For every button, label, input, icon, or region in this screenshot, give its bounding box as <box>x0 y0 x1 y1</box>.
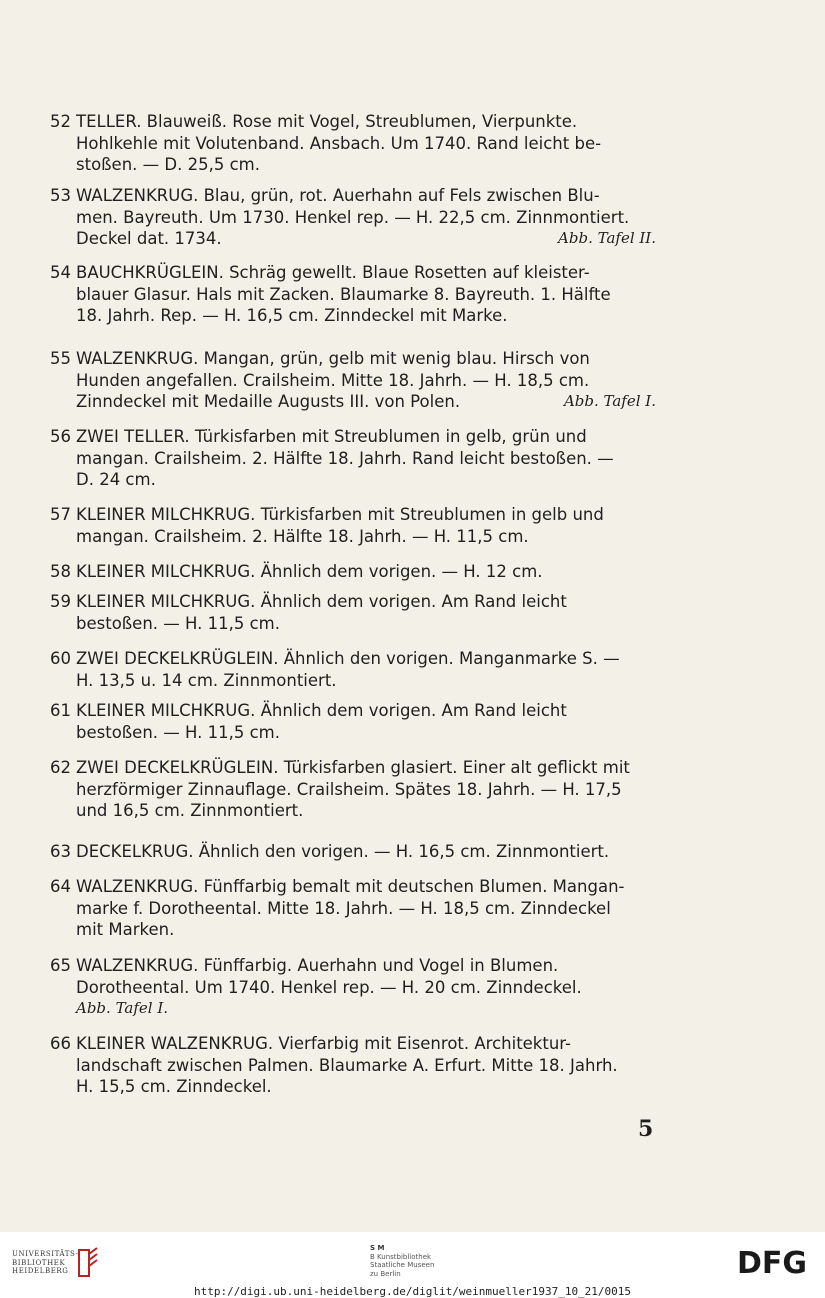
entry-text <box>76 1033 656 1098</box>
entry-line: H. 13,5 u. 14 cm. Zinnmontiert. <box>76 670 337 690</box>
catalog-entry <box>50 757 656 822</box>
entry-line: KLEINER WALZENKRUG. Vierfarbig mit Eisenrot. Architektur- <box>76 1034 571 1053</box>
museum-line: B Kunstbibliothek <box>370 1252 432 1261</box>
catalog-entry <box>50 561 656 583</box>
entry-line: H. 15,5 cm. Zinndeckel. <box>76 1077 272 1096</box>
source-url-link[interactable]: http://digi.ub.uni-heidelberg.de/diglit/weinmueller1937_10_21/0015 <box>193 1285 632 1298</box>
entry-number: 52 <box>50 112 71 131</box>
entry-line: landschaft zwischen Palmen. Blaumarke A. Erfurt. Mitte 18. Jahrh. <box>76 1055 618 1075</box>
catalog-entry <box>50 262 656 327</box>
entry-line: mit Marken. <box>76 920 175 939</box>
entry-line: KLEINER MILCHKRUG. Türkisfarben mit Streublumen in gelb und <box>76 505 604 524</box>
entry-number: 62 <box>50 758 71 777</box>
library-logo-icon <box>75 1246 101 1280</box>
catalog-entry <box>50 426 656 491</box>
entry-text <box>76 348 656 413</box>
entry-line: und 16,5 cm. Zinnmontiert. <box>76 801 304 820</box>
entry-text <box>76 648 656 691</box>
entry-text <box>76 111 656 176</box>
catalog-entry <box>50 841 656 863</box>
entry-line: mangan. Crailsheim. 2. Hälfte 18. Jahrh. Rand leicht bestoßen. — <box>76 448 614 468</box>
catalog-entry <box>50 591 656 634</box>
entry-text <box>76 757 656 822</box>
museum-line: zu Berlin <box>370 1269 401 1278</box>
entry-number: 61 <box>50 701 71 720</box>
entry-number: 59 <box>50 592 71 611</box>
entry-line: 18. Jahrh. Rep. — H. 16,5 cm. Zinndeckel mit Marke. <box>76 306 508 325</box>
entry-line: ZWEI DECKELKRÜGLEIN. Ähnlich den vorigen. Manganmarke S. — <box>76 649 620 668</box>
museum-line: Staatliche Museen <box>370 1261 435 1269</box>
dfg-logo: DFG <box>737 1246 808 1281</box>
catalog-entry <box>50 648 656 691</box>
entry-line: KLEINER MILCHKRUG. Ähnlich dem vorigen. — H. 12 cm. <box>76 562 543 581</box>
entry-line: Hunden angefallen. Crailsheim. Mitte 18. Jahrh. — H. 18,5 cm. <box>76 370 590 390</box>
entry-line: KLEINER MILCHKRUG. Ähnlich dem vorigen. Am Rand leicht <box>76 701 567 720</box>
entry-line: WALZENKRUG. Mangan, grün, gelb mit wenig blau. Hirsch von <box>76 349 590 368</box>
entry-number: 58 <box>50 562 71 581</box>
entry-line-text: Zinndeckel mit Medaille Augusts III. von Polen. <box>76 392 461 411</box>
plate-reference: Abb. Tafel I. <box>563 392 656 410</box>
entry-line: stoßen. — D. 25,5 cm. <box>76 155 260 174</box>
entry-line: bestoßen. — H. 11,5 cm. <box>76 722 281 742</box>
library-line: HEIDELBERG <box>12 1267 69 1275</box>
entry-text <box>76 876 656 941</box>
catalog-entry <box>50 348 656 413</box>
entry-text <box>76 955 656 1020</box>
catalog-entry <box>50 185 656 250</box>
entry-number: 64 <box>50 877 71 896</box>
library-line: BIBLIOTHEK <box>12 1258 66 1267</box>
entry-line: ZWEI DECKELKRÜGLEIN. Türkisfarben glasiert. Einer alt geflickt mit <box>76 758 630 777</box>
entry-text <box>76 262 656 327</box>
entry-number: 60 <box>50 649 71 668</box>
catalog-entry <box>50 700 656 743</box>
entry-text <box>76 504 656 547</box>
entry-number: 66 <box>50 1034 71 1053</box>
entry-text <box>76 700 656 743</box>
entry-line <box>76 391 656 413</box>
entry-line: Dorotheental. Um 1740. Henkel rep. — H. 20 cm. Zinndeckel. <box>76 977 582 997</box>
entry-number: 57 <box>50 505 71 524</box>
entry-line: D. 24 cm. <box>76 470 156 489</box>
entry-line: mangan. Crailsheim. 2. Hälfte 18. Jahrh. — H. 11,5 cm. <box>76 526 529 546</box>
entry-text <box>76 185 656 250</box>
entry-text <box>76 561 656 583</box>
entry-line: BAUCHKRÜGLEIN. Schräg gewellt. Blaue Rosetten auf kleister- <box>76 263 590 282</box>
entry-line: ZWEI TELLER. Türkisfarben mit Streublumen in gelb, grün und <box>76 427 587 446</box>
sm-mark: S M <box>370 1244 385 1252</box>
entry-number: 65 <box>50 956 71 975</box>
catalog-entry <box>50 876 656 941</box>
library-name <box>12 1250 79 1276</box>
catalog-entry <box>50 955 656 1020</box>
entry-number: 55 <box>50 349 71 368</box>
entry-line: marke f. Dorotheental. Mitte 18. Jahrh. — H. 18,5 cm. Zinndeckel <box>76 898 611 918</box>
plate-reference: Abb. Tafel I. <box>76 999 169 1017</box>
entry-text <box>76 426 656 491</box>
entry-number: 53 <box>50 186 71 205</box>
entry-number: 56 <box>50 427 71 446</box>
catalog-entry <box>50 1033 656 1098</box>
entry-line: WALZENKRUG. Fünffarbig bemalt mit deutschen Blumen. Mangan- <box>76 877 625 896</box>
entry-number: 54 <box>50 263 71 282</box>
entry-line: bestoßen. — H. 11,5 cm. <box>76 613 281 633</box>
entry-line: Hohlkehle mit Volutenband. Ansbach. Um 1740. Rand leicht be- <box>76 133 602 153</box>
entry-line: TELLER. Blauweiß. Rose mit Vogel, Streublumen, Vierpunkte. <box>76 112 578 131</box>
museum-credit <box>370 1244 434 1278</box>
entry-line-text: Deckel dat. 1734. <box>76 229 222 248</box>
library-line: UNIVERSITÄTS- <box>12 1250 79 1258</box>
entry-line: herzförmiger Zinnauflage. Crailsheim. Spätes 18. Jahrh. — H. 17,5 <box>76 779 622 799</box>
entry-line: WALZENKRUG. Blau, grün, rot. Auerhahn auf Fels zwischen Blu- <box>76 186 600 205</box>
entry-line: blauer Glasur. Hals mit Zacken. Blaumarke 8. Bayreuth. 1. Hälfte <box>76 284 611 304</box>
catalog-entry <box>50 111 656 176</box>
catalog-entry <box>50 504 656 547</box>
plate-reference: Abb. Tafel II. <box>558 229 656 247</box>
entry-line: KLEINER MILCHKRUG. Ähnlich dem vorigen. Am Rand leicht <box>76 592 567 611</box>
entry-number: 63 <box>50 842 71 861</box>
entry-text <box>76 841 656 863</box>
entry-line <box>76 228 656 250</box>
entry-line: WALZENKRUG. Fünffarbig. Auerhahn und Vogel in Blumen. <box>76 956 559 975</box>
entry-line: DECKELKRUG. Ähnlich den vorigen. — H. 16,5 cm. Zinnmontiert. <box>76 842 610 861</box>
entry-line: men. Bayreuth. Um 1730. Henkel rep. — H. 22,5 cm. Zinnmontiert. <box>76 207 630 227</box>
page-number: 5 <box>638 1116 654 1142</box>
entry-text <box>76 591 656 634</box>
